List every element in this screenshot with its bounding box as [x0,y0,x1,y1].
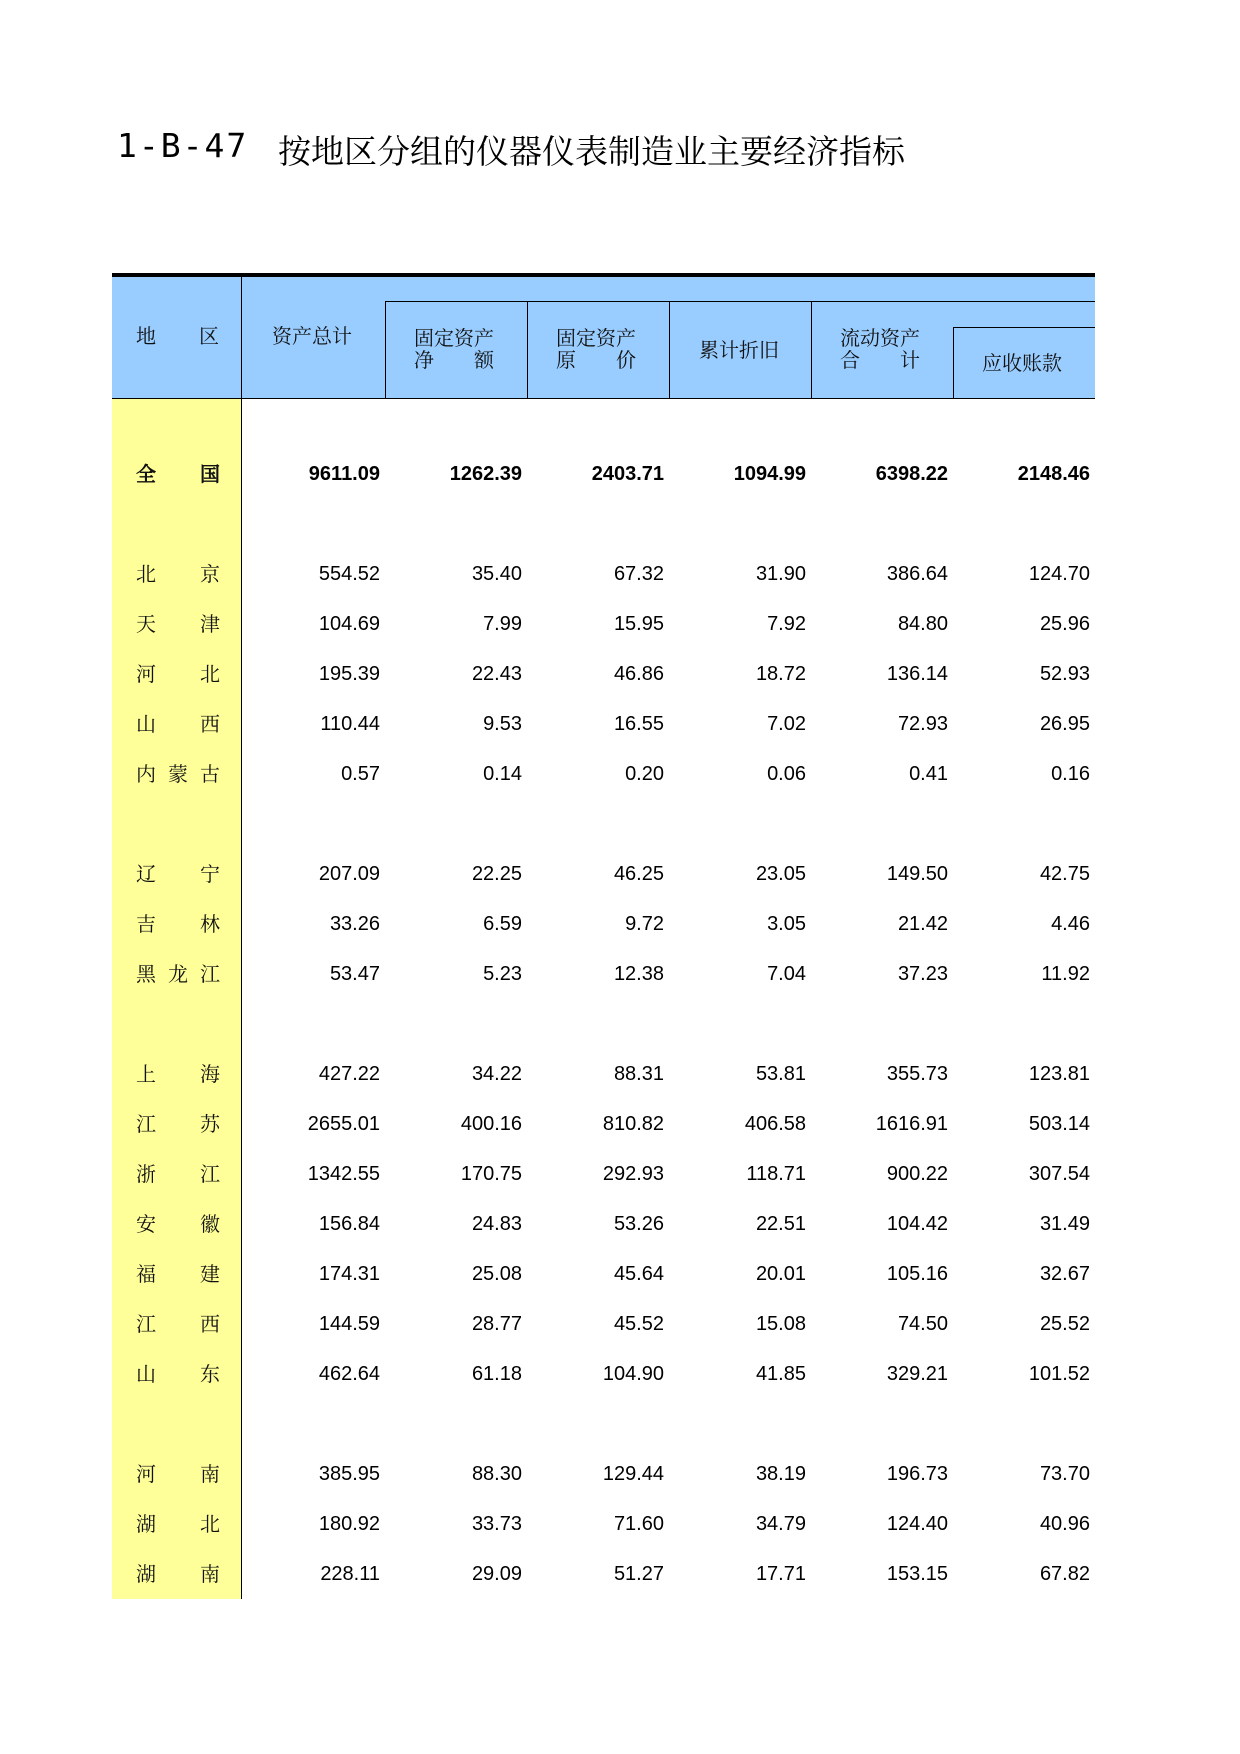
region-char: 北 [200,1512,220,1536]
depreciation-value: 7.92 [767,613,806,635]
table-row [0,1449,1240,1499]
header-receivable: 应收账款 [982,351,1062,375]
receivable-value: 42.75 [1039,863,1090,885]
header-depreciation: 累计折旧 [699,338,779,362]
fixed-net-value: 33.73 [471,1513,522,1535]
region-char: 北 [136,562,156,586]
receivable-value: 2148.46 [1017,463,1090,485]
region-char: 江 [200,962,220,986]
region-char: 南 [200,1562,220,1586]
table-row [0,849,1240,899]
table-row-total [0,449,1240,499]
current-value: 84.80 [897,613,948,635]
region-char: 古 [200,762,220,786]
region-cell [136,1299,220,1349]
fixed-net-value: 22.43 [471,663,522,685]
table-row [0,1199,1240,1249]
region-char: 林 [200,912,220,936]
region-cell [136,649,220,699]
region-cell [136,1349,220,1399]
fixed-orig-value: 0.20 [625,763,664,785]
fixed-net-value: 9.53 [483,713,522,735]
region-char: 辽 [136,862,156,886]
fixed-orig-value: 67.32 [613,563,664,585]
current-value: 900.22 [886,1163,948,1185]
current-value: 149.50 [886,863,948,885]
table-row [0,1499,1240,1549]
region-cell [136,1499,220,1549]
region-char: 福 [136,1262,156,1286]
current-value: 136.14 [886,663,948,685]
fixed-net-value: 28.77 [471,1313,522,1335]
total-assets-value: 180.92 [318,1513,380,1535]
region-char: 吉 [136,912,156,936]
total-assets-value: 1342.55 [307,1163,380,1185]
table-row [0,1349,1240,1399]
fixed-orig-value: 53.26 [613,1213,664,1235]
fixed-net-value: 35.40 [471,563,522,585]
table-row [0,949,1240,999]
page-title: 按地区分组的仪器仪表制造业主要经济指标 [278,132,905,171]
region-char: 苏 [200,1112,220,1136]
total-assets-value: 207.09 [318,863,380,885]
total-assets-value: 104.69 [318,613,380,635]
depreciation-value: 22.51 [755,1213,806,1235]
fixed-net-value: 7.99 [483,613,522,635]
fixed-orig-value: 45.64 [613,1263,664,1285]
total-assets-value: 228.11 [320,1563,380,1585]
total-assets-value: 385.95 [318,1463,380,1485]
region-cell [136,749,220,799]
table-row [0,699,1240,749]
region-char: 蒙 [168,762,188,786]
receivable-value: 101.52 [1028,1363,1090,1385]
receivable-value: 503.14 [1028,1113,1090,1135]
fixed-orig-value: 810.82 [602,1113,664,1135]
fixed-orig-value: 46.86 [613,663,664,685]
current-value: 124.40 [886,1513,948,1535]
depreciation-value: 31.90 [755,563,806,585]
total-assets-value: 195.39 [318,663,380,685]
region-char: 天 [136,612,156,636]
region-char: 河 [136,1462,156,1486]
depreciation-value: 7.04 [767,963,806,985]
receivable-value: 32.67 [1039,1263,1090,1285]
fixed-orig-value: 71.60 [613,1513,664,1535]
current-value: 153.15 [886,1563,948,1585]
region-cell [136,1149,220,1199]
receivable-value: 124.70 [1028,563,1090,585]
region-cell [136,1449,220,1499]
table-row [0,749,1240,799]
receivable-value: 73.70 [1039,1463,1090,1485]
total-assets-value: 554.52 [318,563,380,585]
total-assets-value: 0.57 [341,763,380,785]
depreciation-value: 17.71 [755,1563,806,1585]
region-char: 京 [200,562,220,586]
total-assets-value: 33.26 [329,913,380,935]
fixed-orig-value: 88.31 [613,1063,664,1085]
total-assets-value: 462.64 [318,1363,380,1385]
table-row [0,1299,1240,1349]
region-cell [136,599,220,649]
depreciation-value: 18.72 [755,663,806,685]
fixed-orig-value: 292.93 [602,1163,664,1185]
fixed-net-value: 5.23 [483,963,522,985]
receivable-value: 11.92 [1041,963,1090,985]
table-row [0,1549,1240,1599]
fixed-net-value: 25.08 [471,1263,522,1285]
fixed-net-value: 61.18 [471,1363,522,1385]
fixed-net-value: 88.30 [471,1463,522,1485]
region-char: 津 [200,612,220,636]
header-current-2: 合 计 [840,348,920,372]
header-fixed-net-1: 固定资产 [414,326,494,350]
region-char: 山 [136,712,156,736]
header-region-1: 地 [136,324,156,348]
region-char: 江 [136,1112,156,1136]
region-char: 建 [200,1262,220,1286]
table-row [0,1249,1240,1299]
region-char: 西 [200,712,220,736]
receivable-value: 25.96 [1039,613,1090,635]
table-code: 1-B-47 [117,126,249,165]
region-char: 江 [200,1162,220,1186]
table-row [0,549,1240,599]
current-value: 6398.22 [875,463,948,485]
header-fixed-orig-2: 原 价 [556,348,636,372]
total-assets-value: 427.22 [318,1063,380,1085]
fixed-orig-value: 129.44 [602,1463,664,1485]
region-cell [136,1549,220,1599]
fixed-orig-value: 51.27 [613,1563,664,1585]
total-assets-value: 144.59 [318,1313,380,1335]
region-char: 内 [136,762,156,786]
depreciation-value: 118.71 [746,1163,806,1185]
table-row [0,1049,1240,1099]
region-cell [136,849,220,899]
receivable-value: 4.46 [1051,913,1090,935]
receivable-value: 26.95 [1039,713,1090,735]
fixed-net-value: 170.75 [460,1163,522,1185]
region-char: 海 [200,1062,220,1086]
region-char: 全 [136,462,156,486]
header-fixed-net-2: 净 额 [414,348,494,372]
region-char: 南 [200,1462,220,1486]
table-row [0,899,1240,949]
current-value: 74.50 [897,1313,948,1335]
fixed-orig-value: 45.52 [613,1313,664,1335]
fixed-net-value: 6.59 [483,913,522,935]
table-row [0,649,1240,699]
fixed-net-value: 22.25 [471,863,522,885]
total-assets-value: 53.47 [329,963,380,985]
receivable-value: 25.52 [1039,1313,1090,1335]
current-value: 355.73 [886,1063,948,1085]
region-cell [136,449,220,499]
region-char: 黑 [136,962,156,986]
region-cell [136,1049,220,1099]
region-char: 徽 [200,1212,220,1236]
table-row [0,599,1240,649]
fixed-orig-value: 2403.71 [591,463,664,485]
depreciation-value: 38.19 [755,1463,806,1485]
current-value: 1616.91 [875,1113,948,1135]
fixed-net-value: 400.16 [460,1113,522,1135]
fixed-net-value: 24.83 [471,1213,522,1235]
header-fixed-orig-1: 固定资产 [556,326,636,350]
region-char: 江 [136,1312,156,1336]
depreciation-value: 34.79 [755,1513,806,1535]
depreciation-value: 23.05 [755,863,806,885]
receivable-value: 307.54 [1028,1163,1090,1185]
total-assets-value: 174.31 [318,1263,380,1285]
depreciation-value: 406.58 [744,1113,806,1135]
depreciation-value: 20.01 [755,1263,806,1285]
depreciation-value: 53.81 [755,1063,806,1085]
region-cell [136,949,220,999]
current-value: 37.23 [897,963,948,985]
current-value: 386.64 [886,563,948,585]
depreciation-value: 7.02 [767,713,806,735]
region-cell [136,699,220,749]
current-value: 0.41 [909,763,948,785]
receivable-value: 40.96 [1039,1513,1090,1535]
total-assets-value: 156.84 [318,1213,380,1235]
receivable-value: 0.16 [1051,763,1090,785]
receivable-value: 52.93 [1039,663,1090,685]
fixed-orig-value: 16.55 [613,713,664,735]
region-cell [136,549,220,599]
header-region-2: 区 [199,324,219,348]
depreciation-value: 1094.99 [733,463,806,485]
total-assets-value: 2655.01 [307,1113,380,1135]
region-char: 国 [200,462,220,486]
header-total-assets: 资产总计 [272,324,352,348]
region-char: 北 [200,662,220,686]
region-char: 西 [200,1312,220,1336]
current-value: 196.73 [886,1463,948,1485]
region-char: 湖 [136,1562,156,1586]
depreciation-value: 3.05 [767,913,806,935]
depreciation-value: 0.06 [767,763,806,785]
receivable-value: 123.81 [1028,1063,1090,1085]
depreciation-value: 41.85 [755,1363,806,1385]
total-assets-value: 9611.09 [308,463,380,485]
region-cell [136,1099,220,1149]
current-value: 105.16 [886,1263,948,1285]
region-cell [136,899,220,949]
receivable-value: 67.82 [1039,1563,1090,1585]
fixed-orig-value: 46.25 [613,863,664,885]
region-char: 龙 [168,962,188,986]
current-value: 104.42 [886,1213,948,1235]
region-char: 山 [136,1362,156,1386]
fixed-net-value: 1262.39 [449,463,522,485]
current-value: 329.21 [886,1363,948,1385]
receivable-value: 31.49 [1039,1213,1090,1235]
region-cell [136,1249,220,1299]
depreciation-value: 15.08 [755,1313,806,1335]
fixed-net-value: 34.22 [471,1063,522,1085]
region-char: 浙 [136,1162,156,1186]
current-value: 72.93 [897,713,948,735]
current-value: 21.42 [897,913,948,935]
region-char: 河 [136,662,156,686]
fixed-orig-value: 12.38 [613,963,664,985]
region-char: 宁 [200,862,220,886]
region-char: 安 [136,1212,156,1236]
header-divider [241,273,242,399]
region-char: 上 [136,1062,156,1086]
total-assets-value: 110.44 [320,713,380,735]
table-row [0,1149,1240,1199]
table-row [0,1099,1240,1149]
fixed-orig-value: 9.72 [625,913,664,935]
fixed-orig-value: 104.90 [602,1363,664,1385]
fixed-orig-value: 15.95 [613,613,664,635]
region-char: 湖 [136,1512,156,1536]
fixed-net-value: 29.09 [471,1563,522,1585]
fixed-net-value: 0.14 [483,763,522,785]
header-current-1: 流动资产 [840,326,920,350]
region-char: 东 [200,1362,220,1386]
region-cell [136,1199,220,1249]
